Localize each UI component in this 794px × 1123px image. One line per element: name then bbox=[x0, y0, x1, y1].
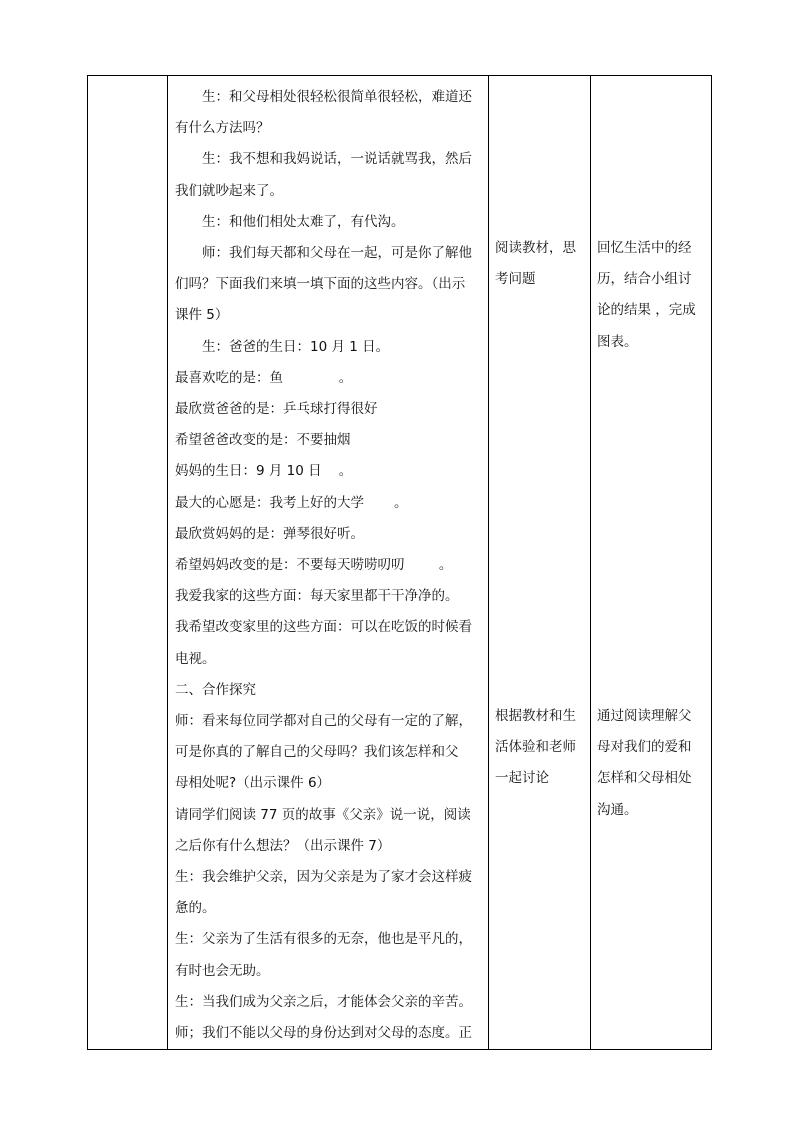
text-line: 妈妈的生日：9 月 10 日 。 bbox=[175, 463, 353, 480]
text-line: 生：和他们相处太难了，有代沟。 bbox=[202, 213, 405, 230]
text-line: 怎样和父母相处 bbox=[597, 770, 692, 787]
text-line: 母对我们的爱和 bbox=[597, 739, 692, 756]
text-line: 最大的心愿是：我考上好的大学 。 bbox=[175, 494, 408, 511]
text-line: 请同学们阅读 77 页的故事《父亲》说一说，阅读 bbox=[175, 806, 471, 823]
section-cell bbox=[88, 76, 168, 1050]
text-line: 我爱我家的这些方面：每天家里都干干净净的。 bbox=[175, 588, 459, 605]
design-intent-block-2 bbox=[597, 701, 707, 826]
text-line: 师；我们不能以父母的身份达到对父母的态度。正 bbox=[175, 1025, 472, 1042]
lesson-plan-table bbox=[87, 75, 712, 1050]
student-activity-cell bbox=[489, 76, 591, 1050]
text-line: 师：看来每位同学都对自己的父母有一定的了解， bbox=[175, 713, 472, 730]
student-activity-block-2 bbox=[495, 701, 586, 795]
teaching-content bbox=[168, 76, 488, 1049]
design-intent-cell bbox=[591, 76, 712, 1050]
text-line: 最欣赏爸爸的是：乒乓球打得很好 bbox=[175, 401, 378, 418]
text-line: 电视。 bbox=[175, 650, 216, 667]
text-line: 生：我会维护父亲，因为父亲是为了家才会这样疲 bbox=[175, 869, 472, 886]
text-line: 历，结合小组讨 bbox=[597, 271, 692, 288]
text-line: 论的结果 ，完成 bbox=[597, 302, 696, 319]
text-line: 们吗？下面我们来填一填下面的这些内容。（出示 bbox=[175, 276, 466, 293]
text-line: 母相处呢?（出示课件 6） bbox=[175, 775, 331, 792]
text-line: 活体验和老师 bbox=[495, 739, 576, 756]
teaching-process-cell bbox=[168, 76, 489, 1050]
text-line: 沟通。 bbox=[597, 801, 638, 818]
text-line: 有时也会无助。 bbox=[175, 962, 270, 979]
text-line: 图表。 bbox=[597, 333, 638, 350]
table-row bbox=[88, 76, 712, 1050]
text-line: 阅读教材，思 bbox=[495, 240, 576, 256]
text-line: 惫的。 bbox=[175, 900, 216, 917]
design-intent-block-1 bbox=[597, 233, 707, 358]
text-line: 二、合作探究 bbox=[175, 681, 256, 698]
text-line: 考问题 bbox=[495, 271, 536, 288]
text-line: 生：爸爸的生日：10 月 1 日。 bbox=[202, 338, 390, 355]
text-line: 生：和父母相处很轻松很简单很轻松，难道还 bbox=[202, 89, 472, 105]
text-line: 师：我们每天都和父母在一起，可是你了解他 bbox=[202, 245, 472, 262]
text-line: 我们就吵起来了。 bbox=[175, 182, 283, 199]
text-line: 课件 5） bbox=[175, 307, 229, 324]
text-line: 生：父亲为了生活有很多的无奈，他也是平凡的， bbox=[175, 931, 472, 948]
text-line: 有什么方法吗？ bbox=[175, 120, 270, 137]
text-line: 可是你真的了解自己的父母吗？我们该怎样和父 bbox=[175, 744, 459, 761]
text-line: 一起讨论 bbox=[495, 770, 549, 787]
text-line: 根据教材和生 bbox=[495, 708, 576, 724]
text-line: 最喜欢吃的是：鱼 。 bbox=[175, 369, 353, 386]
text-line: 生：我不想和我妈说话，一说话就骂我，然后 bbox=[202, 151, 472, 168]
text-line: 之后你有什么想法？（出示课件 7） bbox=[175, 837, 391, 854]
text-line: 回忆生活中的经 bbox=[597, 240, 692, 256]
student-activity-block-1 bbox=[495, 233, 586, 295]
text-line: 最欣赏妈妈的是：弹琴很好听。 bbox=[175, 525, 364, 542]
text-line: 我希望改变家里的这些方面：可以在吃饭的时候看 bbox=[175, 619, 472, 636]
text-line: 希望爸爸改变的是：不要抽烟 bbox=[175, 432, 351, 449]
text-line: 希望妈妈改变的是：不要每天唠唠叨叨 。 bbox=[175, 557, 453, 574]
text-line: 生：当我们成为父亲之后，才能体会父亲的辛苦。 bbox=[175, 993, 472, 1010]
text-line: 通过阅读理解父 bbox=[597, 708, 692, 724]
